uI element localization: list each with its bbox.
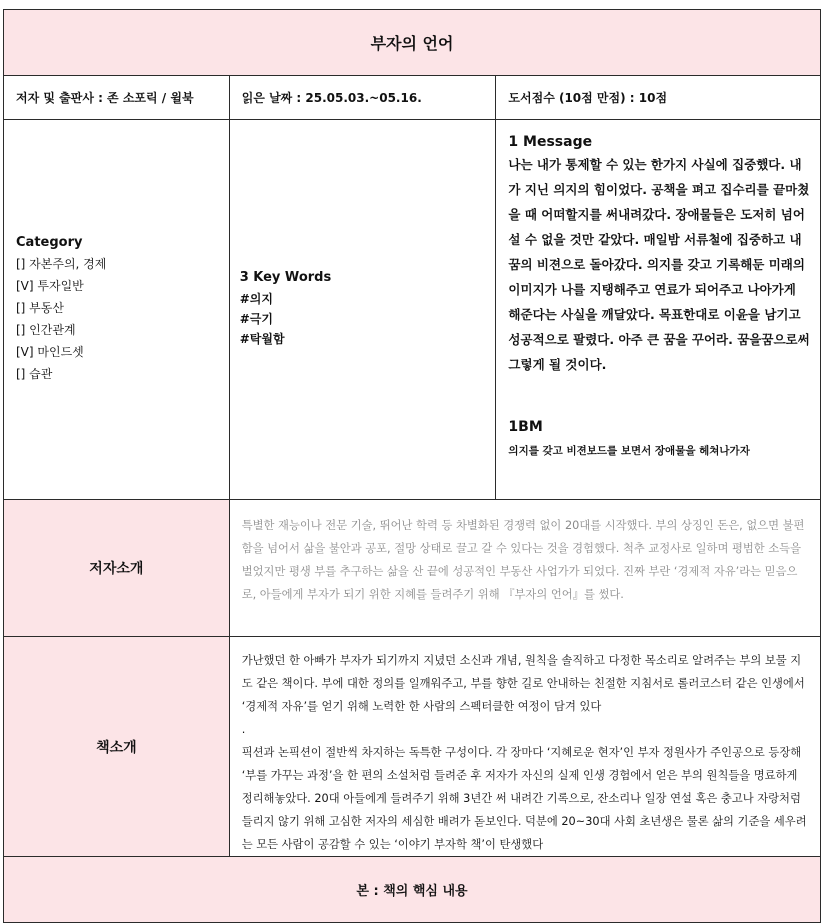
author-intro-text: 특별한 재능이나 전문 기술, 뛰어난 학력 등 차별화된 경쟁력 없이 20대를 시작했다. 부의 상징인 돈은, 없으면 불편함을 넘어서 삶을 불안과 공포, 절망 상태로 끌고 갈 수 있다는 것을 경험했다. 척추 교정사로 일하며 평범한 소득을 벌었지만 평생 부를 추구하는 삶을 산 끝에 성공적인 부동산 사업가가 되었다. 진짜 부란 ‘경제적 자유’라는 믿음으로, 아들에게 부자가 되기 위한 지혜를 들려주기 위해 『부자의 언어』를 썼다. xyxy=(229,500,820,637)
keyword: #의지 xyxy=(239,292,273,306)
book-title: 부자의 언어 xyxy=(4,10,821,76)
book-intro-paragraph: 가난했던 한 아빠가 부자가 되기까지 지녔던 소신과 개념, 원칙을 솔직하고 다정한 목소리로 알려주는 부의 보물 지도 같은 책이다. 부에 대한 정의를 일깨워주고, 부를 향한 길로 안내하는 친절한 지침서로 롤러코스터 같은 인생에서 ‘경제적 자유’를 얻기 위해 노력한 한 사람의 스펙터클한 여정이 담겨 있다 xyxy=(241,654,805,713)
author-publisher: 저자 및 출판사 : 존 소포릭 / 윌북 xyxy=(4,76,230,120)
category-item: [] 인간관계 xyxy=(16,322,76,337)
core-content-header: 본 : 책의 핵심 내용 xyxy=(4,857,821,923)
keywords-title: 3 Key Words xyxy=(239,270,332,285)
category-item: [] 습관 xyxy=(16,366,53,381)
author-intro-label: 저자소개 xyxy=(4,500,230,637)
read-date: 읽은 날짜 : 25.05.03.~05.16. xyxy=(229,76,496,120)
message-body: 나는 내가 통제할 수 있는 한가지 사실에 집중했다. 내가 지닌 의지의 힘이었다. 공책을 펴고 집수리를 끝마쳤을 때 어떠할지를 써내려갔다. 장애물들은 도저히 넘어설 수 없을 것만 같았다. 매일밤 서류철에 집중하고 내꿈의 비젼으로 돌아갔다. 의지를 갖고 기록해둔 미래의 이미지가 나를 지탱해주고 연료가 되어주고 나아가게 해준다는 사실을 깨달았다. 목표한대로 이윤을 남기고 성공적으로 팔렸다. 아주 큰 꿈을 꾸어라. 꿈을꿈으로써 그렇게 될 것이다. xyxy=(508,157,810,372)
category-item: [] 자본주의, 경제 xyxy=(16,256,107,271)
book-intro-label: 책소개 xyxy=(4,637,230,857)
category-item: [] 부동산 xyxy=(16,300,64,315)
book-intro-separator: . xyxy=(241,723,246,736)
bm-body: 의지를 갖고 비젼보드를 보면서 장애물을 헤쳐나가자 xyxy=(508,445,750,457)
book-intro-text xyxy=(229,637,820,857)
book-intro-paragraph: 픽션과 논픽션이 절반씩 차지하는 독특한 구성이다. 각 장마다 ‘지혜로운 현자’인 부자 정원사가 주인공으로 등장해 ‘부를 가꾸는 과정’을 한 편의 소설처럼 들려준 후 저자가 자신의 실제 인생 경험에서 얻은 부의 원칙들을 명료하게 정리해놓았다. 20대 아들에게 들려주기 위해 3년간 써 내려간 기록으로, 잔소리나 일장 연설 혹은 충고나 자랑처럼 들리지 않기 위해 고심한 저자의 세심한 배려가 돋보인다. 덕분에 20~30대 사회 초년생은 물론 삶의 기준을 세우려는 모든 사람이 공감할 수 있는 ‘이야기 부자학 책’이 탄생했다 xyxy=(241,746,807,851)
keyword: #극기 xyxy=(239,312,273,326)
category-item: [V] 투자일반 xyxy=(16,278,84,293)
bm-title: 1BM xyxy=(508,419,543,435)
category-item: [V] 마인드셋 xyxy=(16,344,84,359)
category-title: Category xyxy=(16,234,83,250)
category-section xyxy=(4,120,230,500)
book-score: 도서점수 (10점 만점) : 10점 xyxy=(496,76,821,120)
keywords-section xyxy=(229,120,496,500)
message-title: 1 Message xyxy=(508,134,593,150)
message-section xyxy=(496,120,821,500)
keyword: #탁월함 xyxy=(239,332,285,346)
book-review-sheet xyxy=(3,9,821,923)
